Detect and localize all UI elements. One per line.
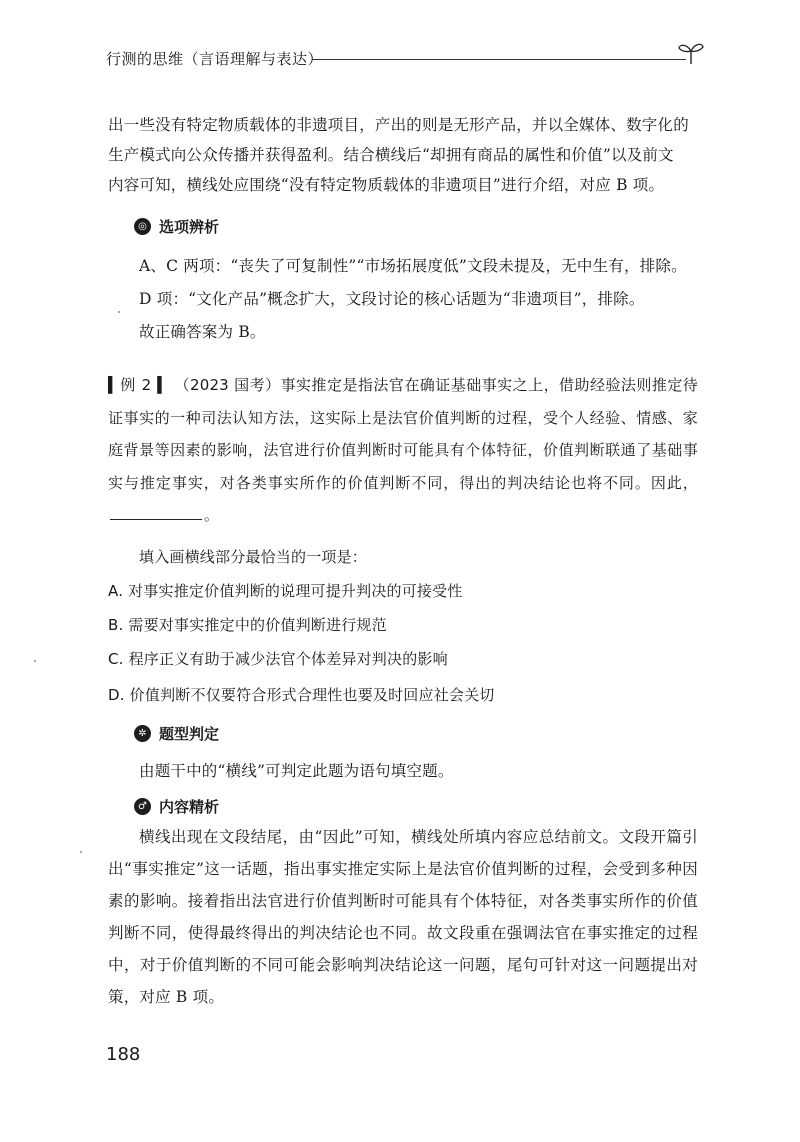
continuation-line-2: 生产模式向公众传播并获得盈利。结合横线后“却拥有商品的属性和价值”以及前文	[108, 146, 674, 164]
content-analysis-text: 横线出现在文段结尾，由“因此”可知，横线处所填内容应总结前文。文段开篇引出“事实推定”这一话题，指出事实推定实际上是法官价值判断的过程，会受到多种因素的影响。接着指出法官进行价值判断时可能具有个体特征，对各类事实所作的价值判断不同，使得最终得出的判决结论也不同。故文段重在强调法官在事实推定的过程中，对于价值判断的不同可能会影响判决结论这一问题，尾句可针对这一问题提出对策，对应 B 项。	[108, 828, 698, 1006]
example-stem	[108, 369, 698, 532]
scan-speck	[118, 311, 120, 313]
sprout-icon	[676, 40, 706, 66]
question-type-text: 由题干中的“横线”可判定此题为语句填空题。	[139, 762, 454, 780]
section-option-analysis	[134, 215, 219, 237]
option-d: D. 价值判断不仅要符合形式合理性也要及时回应社会关切	[108, 686, 495, 704]
section-question-type	[134, 722, 219, 744]
option-c: C. 程序正义有助于减少法官个体差异对判决的影响	[108, 650, 448, 668]
header-rule	[312, 59, 686, 60]
example-stem-end: 。	[204, 506, 220, 524]
option-analysis-icon: ◎	[134, 218, 151, 235]
continuation-line-3: 内容可知，横线处应围绕“没有特定物质载体的非遗项目”进行介绍，对应 B 项。	[108, 176, 665, 194]
option-a: A. 对事实推定价值判断的说理可提升判决的可接受性	[108, 582, 463, 600]
section-content-analysis	[134, 795, 219, 817]
option-analysis-line-2: D 项：“文化产品”概念扩大，文段讨论的核心话题为“非遗项目”，排除。	[139, 290, 645, 308]
page-number: 188	[106, 1044, 141, 1065]
section-title: 选项辨析	[159, 217, 220, 236]
option-analysis-line-1: A、C 两项：“丧失了可复制性”“市场拓展度低”文段未提及，无中生有，排除。	[139, 257, 687, 275]
example-tag: ▍例 2 ▍	[108, 376, 170, 394]
section-title: 内容精析	[159, 797, 220, 816]
answer-line: 故正确答案为 B。	[139, 323, 266, 341]
answer-blank	[110, 503, 202, 520]
example-stem-text: 事实推定是指法官在确证基础事实之上，借助经验法则推定待证事实的一种司法认知方法，这实际上是法官价值判断的过程，受个人经验、情感、家庭背景等因素的影响，法官进行价值判断时可能具有个体特征，价值判断联通了基础事实与推定事实，对各类事实所作的价值判断不同，得出的判决结论也将不同。因此，	[108, 376, 699, 492]
content-analysis-icon: ♂	[134, 798, 151, 815]
question-prompt: 填入画横线部分最恰当的一项是：	[139, 548, 368, 566]
example-source: （2023 国考）	[174, 376, 281, 394]
question-type-icon: ✲	[134, 725, 151, 742]
scan-speck	[34, 660, 36, 662]
scan-speck	[80, 851, 82, 853]
header-title: 行测的思维（言语理解与表达）	[106, 50, 324, 68]
continuation-line-1: 出一些没有特定物质载体的非遗项目，产出的则是无形产品，并以全媒体、数字化的	[108, 116, 689, 134]
option-b: B. 需要对事实推定中的价值判断进行规范	[108, 616, 387, 634]
running-header	[106, 40, 706, 70]
section-title: 题型判定	[159, 724, 220, 743]
